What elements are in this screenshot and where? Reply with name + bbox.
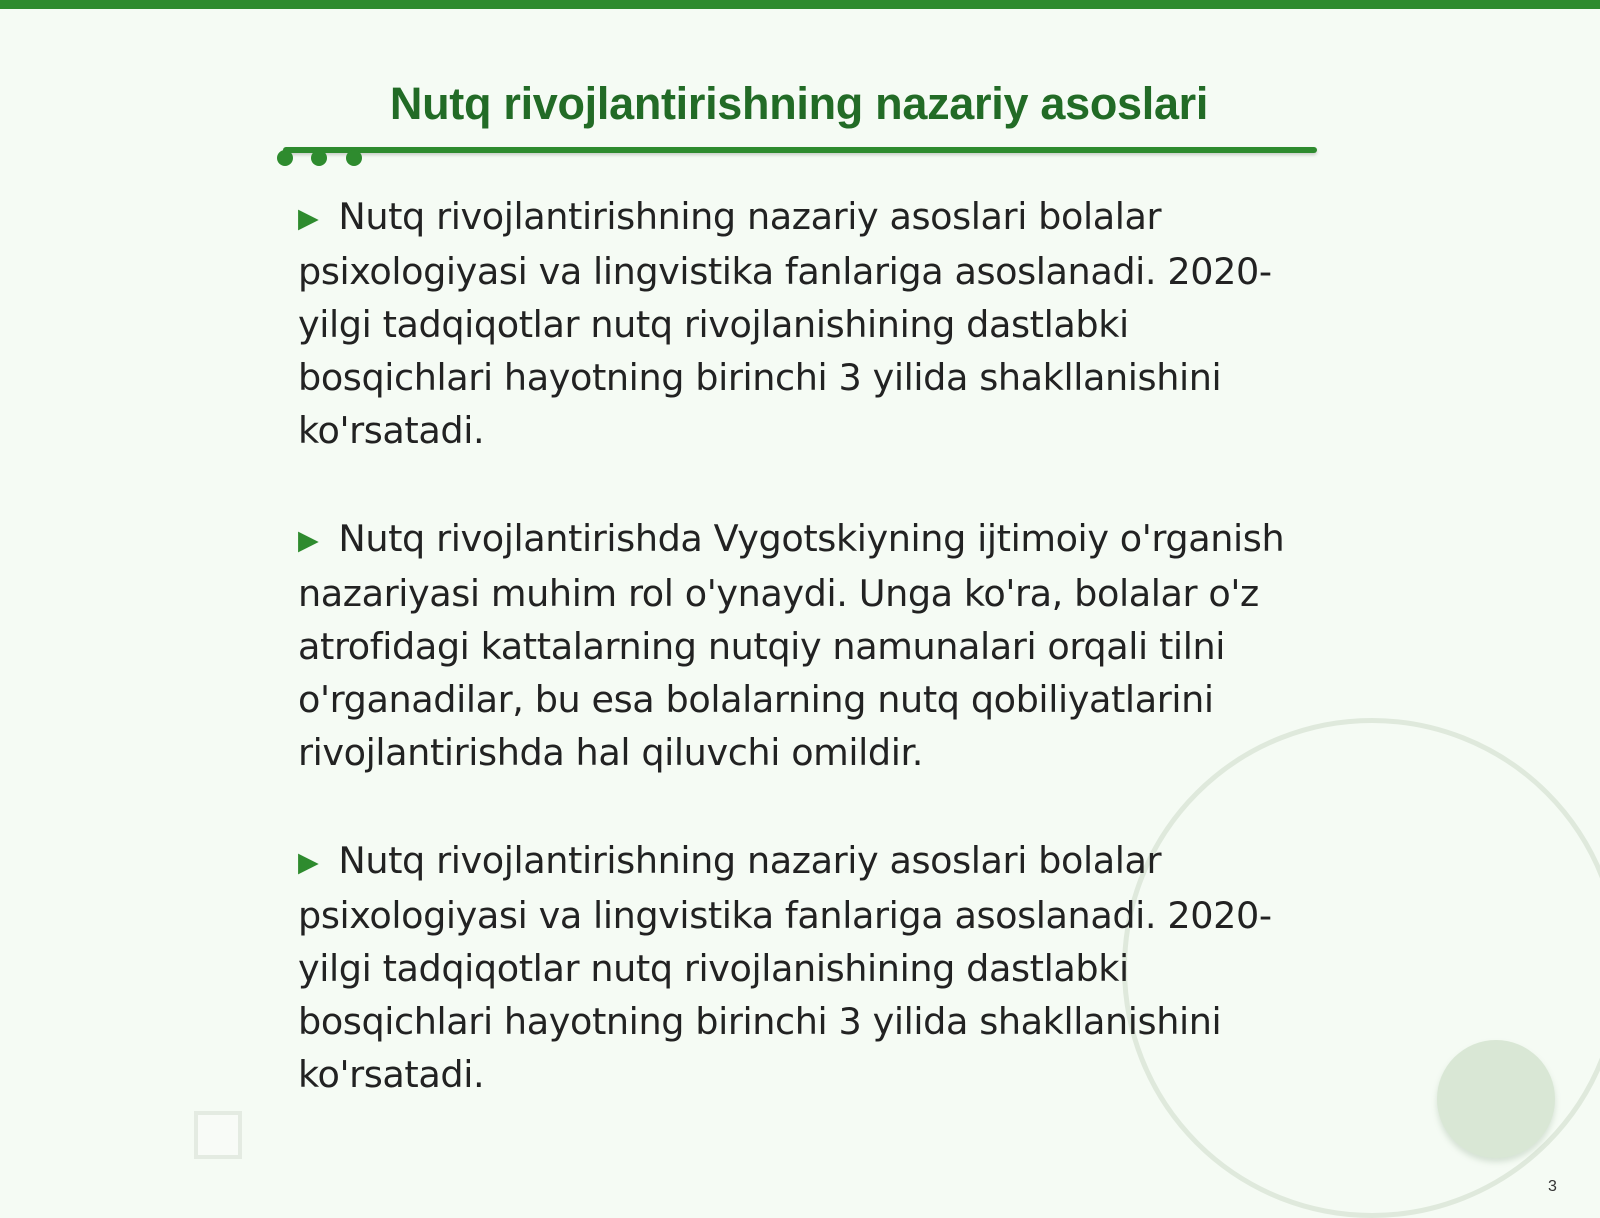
bullet-text: Nutq rivojlantirishda Vygotskiyning ijtimoiy o'rganish nazariyasi muhim rol o'ynaydi. Unga ko'ra, bolalar o'z atrofidagi kattalarning nutqiy namunalari orqali tilni o'rganadilar, bu esa bolalarning nutq qobiliyatlarini rivojlantirishda hal qiluvchi omildir. [298,517,1285,774]
triangle-right-icon: ▶ [298,203,319,234]
bullet-list [298,190,1308,1156]
page-number: 3 [1548,1178,1557,1195]
triangle-right-icon: ▶ [298,847,319,878]
bullet-text: Nutq rivojlantirishning nazariy asoslari bolalar psixologiyasi va lingvistika fanlariga asoslanadi. 2020-yilgi tadqiqotlar nutq rivojlanishining dastlabki bosqichlari hayotning birinchi 3 yilida shakllanishini ko'rsatadi. [298,195,1272,452]
bullet-item [298,512,1308,779]
bullet-item [298,190,1308,457]
top-accent-bar [0,0,1600,9]
title-underline [283,147,1317,153]
decorative-disc [1437,1040,1555,1158]
triangle-right-icon: ▶ [298,525,319,556]
decorative-square [194,1111,242,1159]
slide-title: Nutq rivojlantirishning nazariy asoslari [389,78,1209,129]
title-dot [346,150,362,166]
title-dot [277,150,293,166]
bullet-text: Nutq rivojlantirishning nazariy asoslari bolalar psixologiyasi va lingvistika fanlariga asoslanadi. 2020-yilgi tadqiqotlar nutq rivojlanishining dastlabki bosqichlari hayotning birinchi 3 yilida shakllanishini ko'rsatadi. [298,839,1272,1096]
title-dot [311,150,327,166]
bullet-item [298,834,1308,1101]
